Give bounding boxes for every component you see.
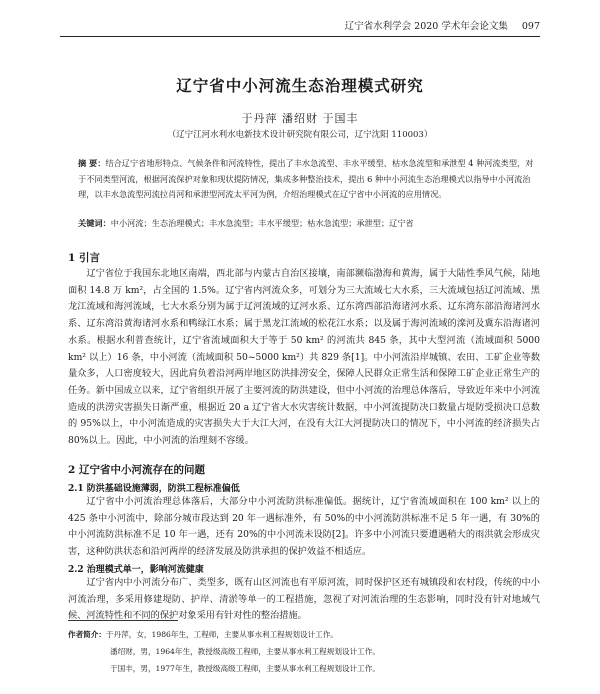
section-heading-problems: 2 辽宁省中小河流存在的问题 bbox=[68, 464, 205, 476]
paragraph: 辽宁省内中小河流分布广、类型多，既有山区河流也有平原河流，同时保护区还有城镇段和农村段，传统的中小河流治理，多采用修建堤防、护岸、清淤等单一的工程措施，忽视了对河流治理的生态影响，同时没有针对地域气候、河流特性和不同的保护对象采用有针对性的整治措施。 bbox=[68, 577, 540, 622]
paragraph: 辽宁省位于我国东北地区南端，西北部与内蒙古自治区接壤，南部濒临渤海和黄海，属于大陆性季风气候，陆地面积 14.8 万 km²，占全国的 1.5%。辽宁省内河流众多，可划分为三大流域七大水系，三大流域包括辽河流域、黑龙江流域和海河流域，七大水系分别为属于辽河流域的辽河水系、辽东湾西部沿海诸河水系、辽东湾东部沿海诸河水系、辽东湾沿黄海诸河水系和鸭绿江水系；属于黑龙江流域的松花江水系；以及属于海河流域的滦河及冀东沿海诸河水系。根据水利普查统计，辽宁省流域面积大于等于 50 km² 的河流共 845 条，其中大型河流（流域面积 5000 km² 以上）16 条，中小河流（流域面积 50~5000 km²）共 829 条[1]。中小河流沿岸城镇、农田、工矿企业等数量众多，人口密度较大，因此肩负着沿河两岸地区防洪排涝安全，保障人民群众正常生活和保障工矿企业正常生产的任务。新中国成立以来，辽宁省组织开展了主要河流的防洪建设，但中小河流的治理总体落后，导致近年来中小河流造成的洪涝灾害损失日渐严重，根据近 20 a 辽宁省大水灾害统计数据，中小河流提防决口数量占堤防受损决口总数的 95%以上，中小河流造成的灾害损失大于大江大河，在没有大江大河提防决口的情况下，中小河流的经济损失占 80%以上。因此，中小河流的治理刻不容缓。 bbox=[68, 268, 540, 447]
keywords-label: 关键词： bbox=[78, 218, 111, 228]
journal-name: 辽宁省水利学会 2020 学术年会论文集 bbox=[344, 21, 508, 32]
section-2-1-body bbox=[68, 494, 540, 561]
affiliation: （辽宁江河水利水电新技术设计研究院有限公司，辽宁沈阳 110003） bbox=[167, 130, 433, 140]
authors: 于丹萍 潘绍财 于国丰 bbox=[241, 112, 359, 125]
footnote-text: 于丹萍，女，1986年生，工程师，主要从事水利工程规划设计工作。 bbox=[105, 630, 338, 639]
subsection-heading-2-1: 2.1 防洪基础设施薄弱，防洪工程标准偏低 bbox=[68, 484, 240, 494]
footnote-label: 作者简介： bbox=[68, 630, 106, 639]
keywords-text: 中小河流；生态治理模式；丰水急流型；丰水平缓型；枯水急流型；承泄型；辽宁省 bbox=[110, 218, 414, 228]
paragraph: 辽宁省中小河流治理总体落后，大部分中小河流防洪标准偏低。据统计，辽宁省流域面积在 100 km² 以上的 425 条中小河流中，除部分城市段达到 20 年一遇标准外，有 50%的中小河流防洪标准不足 5 年一遇，有 30%的中小河流防洪标准不足 10 年一遇，还有 20%的中小河流未设防[2]。许多中小河流只要遭遇稍大的雨洪就会形成灾害，这种防洪状态和沿河两岸的经济发展及防洪承担的保护效益不相适应。 bbox=[68, 496, 540, 558]
introduction-body bbox=[68, 266, 540, 450]
footnote-line-1 bbox=[68, 629, 338, 640]
abstract bbox=[78, 156, 536, 203]
abstract-label: 摘 要： bbox=[78, 158, 106, 168]
section-2-2-body bbox=[68, 575, 540, 625]
paper-title: 辽宁省中小河流生态治理模式研究 bbox=[176, 76, 424, 95]
footnote-line-3: 于国丰，男，1977年生，教授级高级工程师，主要从事水利工程规划设计工作。 bbox=[110, 664, 380, 673]
subsection-heading-2-2: 2.2 治理模式单一，影响河流健康 bbox=[68, 565, 204, 575]
footnote-line-2: 潘绍财，男，1964年生，教授级高级工程师，主要从事水利工程规划设计工作。 bbox=[110, 647, 380, 656]
keywords bbox=[78, 216, 536, 230]
footnote-rule bbox=[68, 620, 178, 621]
section-heading-introduction: 1 引言 bbox=[68, 252, 100, 264]
page-number: 097 bbox=[521, 21, 540, 32]
running-header bbox=[60, 20, 540, 37]
abstract-text: 结合辽宁省地形特点、气候条件和河流特性，提出了丰水急流型、丰水平缓型、枯水急流型和承泄型 4 种河流类型，对于不同类型河流，根据河流保护对象和现状提防情况，集成多种整治技术，提出 6 种中小河流生态治理模式以指导中小河流治理，以丰水急流型河流拉肖河和承泄型河流太平河为例，介绍治理模式在辽宁省中小河流的应用情况。 bbox=[78, 158, 534, 199]
